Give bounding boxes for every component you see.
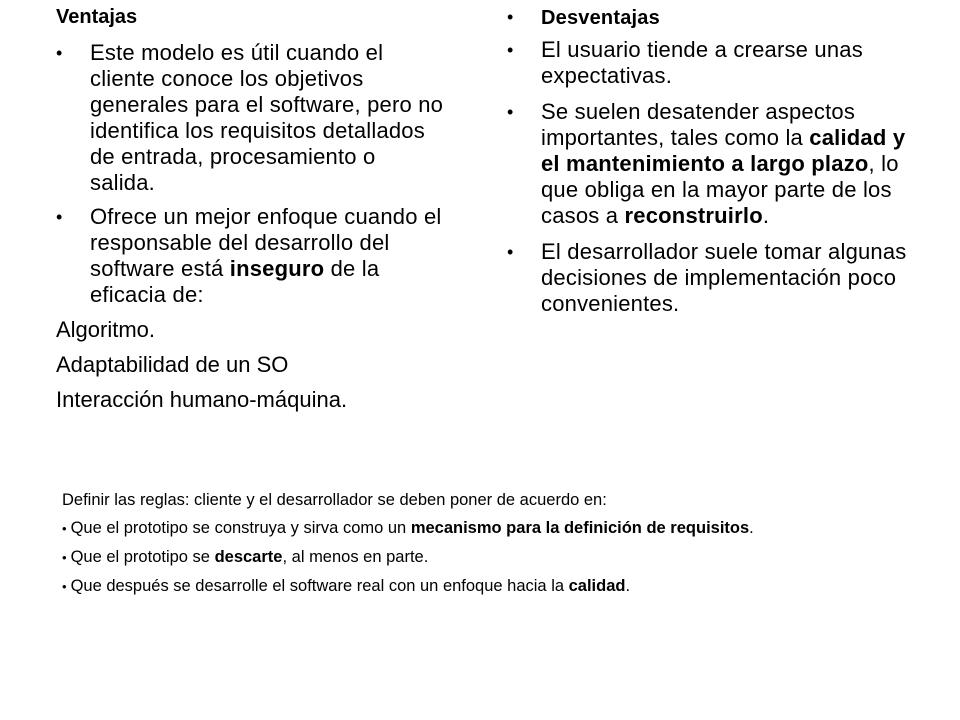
ventajas-column [56, 4, 446, 413]
bullet-icon: • [507, 242, 514, 262]
desventaja-item-3: • El desarrollador suele tomar algunas decisiones de implementación poco convenientes. [507, 239, 907, 316]
bullet-icon: • [507, 7, 514, 27]
ventaja-line-interaccion: Interacción humano-máquina. [56, 387, 348, 412]
bullet-icon: • [56, 43, 63, 63]
bullet-icon: • [507, 102, 514, 122]
desventaja-item-2: • Se suelen desatender aspectos importantes, tales como la calidad y el mantenimiento a largo plazo, lo que obliga en la mayor parte de los casos a reconstruirlo. [507, 99, 906, 228]
desventajas-heading: Desventajas [541, 7, 660, 29]
reglas-block [62, 486, 882, 601]
regla-item-3: • Que después se desarrolle el software real con un enfoque hacia la calidad. [62, 577, 631, 595]
ventajas-heading: Ventajas [56, 6, 138, 28]
reglas-intro: Definir las reglas: cliente y el desarrollador se deben poner de acuerdo en: [62, 491, 607, 509]
desventajas-column [507, 4, 917, 317]
desventajas-heading-item [507, 4, 917, 31]
bullet-icon: • [56, 207, 63, 227]
bullet-icon: • [507, 40, 514, 60]
regla-item-1: • Que el prototipo se construya y sirva como un mecanismo para la definición de requisitos. [62, 519, 754, 537]
bullet-icon: • [62, 521, 67, 536]
regla-item-2: • Que el prototipo se descarte, al menos en parte. [62, 548, 429, 566]
bullet-icon: • [62, 579, 67, 594]
ventaja-item-2: • Ofrece un mejor enfoque cuando el responsable del desarrollo del software está inseguro de la eficacia de: [56, 204, 442, 307]
desventaja-item-1: • El usuario tiende a crearse unas expectativas. [507, 37, 863, 88]
bullet-icon: • [62, 550, 67, 565]
ventaja-line-algoritmo: Algoritmo. [56, 317, 156, 342]
ventaja-item-1: • Este modelo es útil cuando el cliente conoce los objetivos generales para el software, pero no identifica los requisitos detallados de entrada, procesamiento o salida. [56, 40, 444, 195]
ventaja-line-adaptabilidad: Adaptabilidad de un SO [56, 352, 289, 377]
